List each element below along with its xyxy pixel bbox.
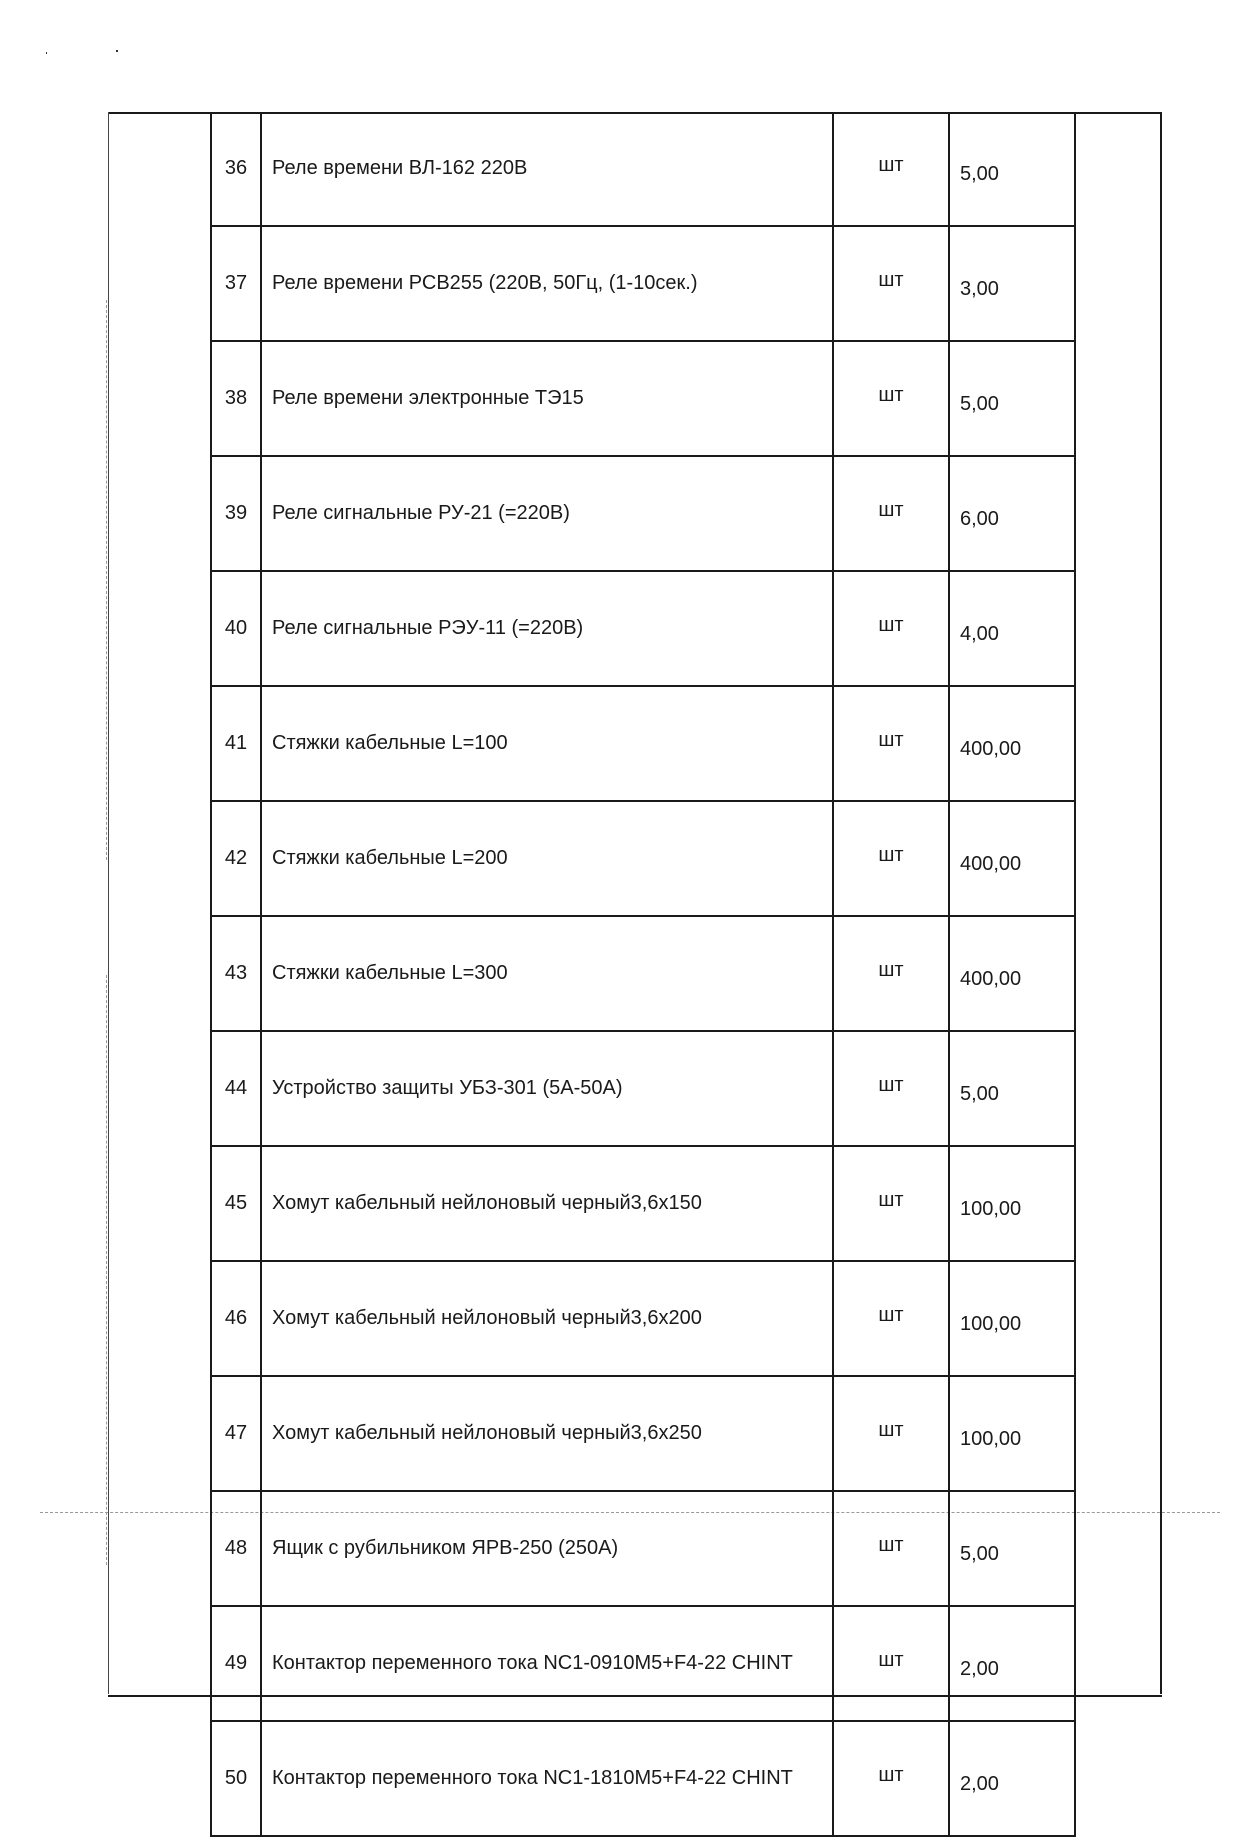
item-name: Стяжки кабельные L=300	[261, 916, 833, 1031]
item-name: Реле сигнальные РЭУ-11 (=220В)	[261, 571, 833, 686]
row-number: 46	[211, 1261, 261, 1376]
frame-right-border	[1160, 112, 1162, 1694]
table-row	[211, 112, 1075, 226]
scan-speck	[116, 50, 118, 52]
item-name: Реле времени ВЛ-162 220В	[261, 112, 833, 226]
table-row	[211, 226, 1075, 341]
item-unit: шт	[833, 686, 949, 801]
item-quantity: 100,00	[949, 1146, 1075, 1261]
item-unit: шт	[833, 1721, 949, 1836]
items-table	[210, 112, 1076, 1837]
item-quantity: 5,00	[949, 341, 1075, 456]
item-unit: шт	[833, 341, 949, 456]
item-name: Реле времени РСВ255 (220В, 50Гц, (1-10сек.)	[261, 226, 833, 341]
item-unit: шт	[833, 1606, 949, 1721]
item-quantity: 5,00	[949, 1491, 1075, 1606]
scan-artifact-line	[106, 975, 107, 1565]
item-quantity: 5,00	[949, 112, 1075, 226]
item-quantity: 400,00	[949, 801, 1075, 916]
item-name: Стяжки кабельные L=200	[261, 801, 833, 916]
item-name: Контактор переменного тока NC1-0910M5+F4-22 CHINT	[261, 1606, 833, 1721]
item-name: Устройство защиты УБЗ-301 (5А-50А)	[261, 1031, 833, 1146]
row-number: 43	[211, 916, 261, 1031]
item-name: Ящик с рубильником ЯРВ-250 (250А)	[261, 1491, 833, 1606]
table-row	[211, 916, 1075, 1031]
row-number: 49	[211, 1606, 261, 1721]
item-unit: шт	[833, 226, 949, 341]
row-number: 50	[211, 1721, 261, 1836]
item-quantity: 2,00	[949, 1721, 1075, 1836]
table-row	[211, 686, 1075, 801]
table-row	[211, 1146, 1075, 1261]
item-quantity: 6,00	[949, 456, 1075, 571]
item-quantity: 400,00	[949, 686, 1075, 801]
row-number: 44	[211, 1031, 261, 1146]
item-quantity: 400,00	[949, 916, 1075, 1031]
item-unit: шт	[833, 1261, 949, 1376]
table-row	[211, 1376, 1075, 1491]
item-name: Хомут кабельный нейлоновый черный3,6х200	[261, 1261, 833, 1376]
item-unit: шт	[833, 571, 949, 686]
document-sheet	[108, 112, 1162, 1795]
item-quantity: 3,00	[949, 226, 1075, 341]
item-name: Реле времени электронные ТЭ15	[261, 341, 833, 456]
row-number: 38	[211, 341, 261, 456]
item-name: Контактор переменного тока NC1-1810M5+F4-22 CHINT	[261, 1721, 833, 1836]
item-unit: шт	[833, 801, 949, 916]
scan-speck	[46, 52, 47, 54]
item-unit: шт	[833, 112, 949, 226]
item-name: Реле сигнальные РУ-21 (=220В)	[261, 456, 833, 571]
item-unit: шт	[833, 1031, 949, 1146]
row-number: 41	[211, 686, 261, 801]
item-quantity: 4,00	[949, 571, 1075, 686]
item-quantity: 2,00	[949, 1606, 1075, 1721]
item-unit: шт	[833, 1146, 949, 1261]
item-unit: шт	[833, 1376, 949, 1491]
table-row	[211, 456, 1075, 571]
item-unit: шт	[833, 456, 949, 571]
table-row	[211, 571, 1075, 686]
table-row	[211, 1721, 1075, 1836]
table-row	[211, 341, 1075, 456]
item-name: Хомут кабельный нейлоновый черный3,6х250	[261, 1376, 833, 1491]
items-table-body	[211, 112, 1075, 1836]
row-number: 42	[211, 801, 261, 916]
row-number: 40	[211, 571, 261, 686]
item-unit: шт	[833, 1491, 949, 1606]
frame-left-border	[108, 112, 109, 1694]
table-row	[211, 1606, 1075, 1721]
scan-artifact-line	[106, 300, 107, 860]
table-row	[211, 1031, 1075, 1146]
row-number: 37	[211, 226, 261, 341]
table-row	[211, 1491, 1075, 1606]
row-number: 39	[211, 456, 261, 571]
row-number: 47	[211, 1376, 261, 1491]
row-number: 45	[211, 1146, 261, 1261]
table-row	[211, 801, 1075, 916]
table-row	[211, 1261, 1075, 1376]
item-name: Хомут кабельный нейлоновый черный3,6х150	[261, 1146, 833, 1261]
item-unit: шт	[833, 916, 949, 1031]
item-name: Стяжки кабельные L=100	[261, 686, 833, 801]
row-number: 36	[211, 112, 261, 226]
row-number: 48	[211, 1491, 261, 1606]
item-quantity: 100,00	[949, 1376, 1075, 1491]
item-quantity: 100,00	[949, 1261, 1075, 1376]
item-quantity: 5,00	[949, 1031, 1075, 1146]
